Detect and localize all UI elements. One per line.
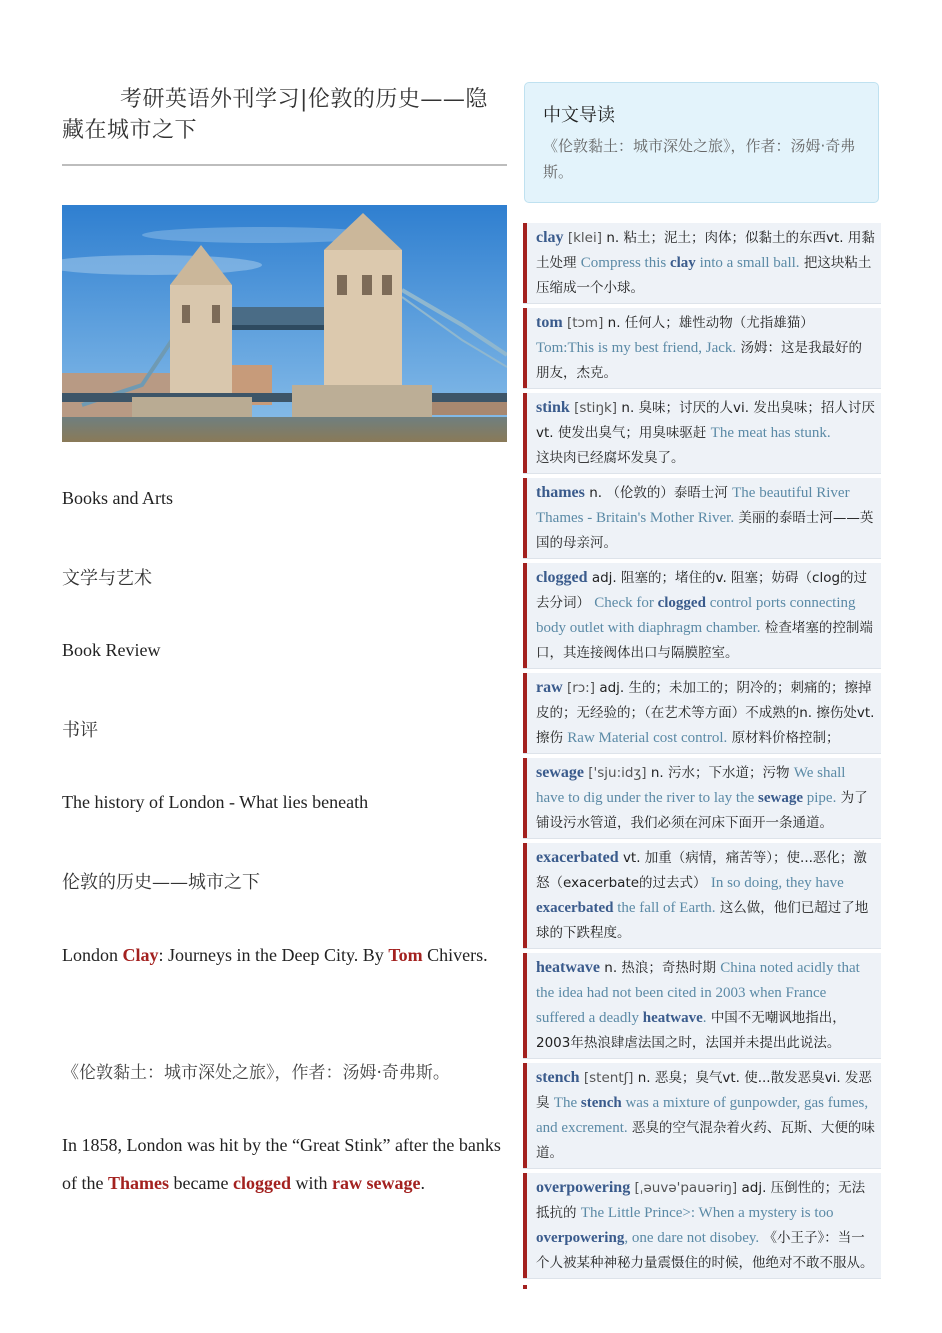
card-list-end-marker [523,1285,527,1289]
category-label-en: Book Review [62,640,161,660]
paragraph-1: In 1858, London was hit by the “Great Stink” after the banks of the Thames became clogged with raw sewage. [62,1135,501,1193]
vocab-word: sewage [536,764,584,781]
keyword-thames: Thames [107,1173,169,1193]
vocab-card: tom [tɔm] n. 任何人；雄性动物（尤指雄猫） Tom:This is my best friend, Jack. 汤姆：这是我最好的朋友，杰克。 [523,308,881,388]
section-label-zh: 文学与艺术 [62,568,152,589]
vocab-word: thames [536,484,585,501]
vocab-card: overpowering [ˌəuvə'pauəriŋ] adj. 压倒性的；无法抵抗的 The Little Prince>: When a mystery is too overpowering, one dare not disobey. 《小王子》：当一个人被某种神秘力量震慑住的时候，他绝对不敢不服从。 [523,1173,881,1278]
section-label-en: Books and Arts [62,488,174,508]
category-label-zh: 书评 [62,720,98,741]
vocab-word: raw [536,679,563,696]
keyword-raw-sewage: raw sewage [331,1173,421,1193]
vocab-word: clogged [536,569,588,586]
vocabulary-list [523,223,881,1283]
vocab-card: heatwave n. 热浪；奇热时期 China noted acidly that the idea had not been cited in 2003 when France suffered a deadly heatwave. 中国不无嘲讽地指出，2003年热浪肆虐法国之时，法国并未提出此说法。 [523,953,881,1058]
page-title: 考研英语外刊学习|伦敦的历史——隐藏在城市之下 [62,87,488,143]
vocab-word: stench [536,1069,580,1086]
book-citation: London Clay: Journeys in the Deep City. By Tom Chivers. [62,945,488,965]
keyword-clay: Clay [122,945,159,965]
guide-heading: 中文导读 [543,105,615,126]
vocab-word: overpowering [536,1179,631,1196]
keyword-clogged: clogged [232,1173,291,1193]
vocab-word: exacerbated [536,849,619,866]
title-divider [62,164,507,166]
tower-bridge-image [62,205,507,442]
vocab-word: stink [536,399,570,416]
vocab-word: heatwave [536,959,600,976]
book-citation-zh: 《伦敦黏土：城市深处之旅》，作者：汤姆·奇弗斯。 [62,1063,450,1083]
headline-zh: 伦敦的历史——城市之下 [62,872,260,893]
keyword-tom: Tom [388,945,423,965]
vocab-card: sewage ['sju:idʒ] n. 污水；下水道；污物 We shall have to dig under the river to lay the sewage pipe. 为了铺设污水管道，我们必须在河床下面开一条通道。 [523,758,881,838]
vocab-card: stink [stiŋk] n. 臭味；讨厌的人vi. 发出臭味；招人讨厌vt. 使发出臭气；用臭味驱赶 The meat has stunk. 这块肉已经腐坏发臭了。 [523,393,881,473]
vocab-word: tom [536,314,563,331]
vocab-card: thames n. （伦敦的）泰晤士河 The beautiful River Thames - Britain's Mother River. 美丽的泰晤士河——英国的母亲河。 [523,478,881,558]
vocab-card: stench [stentʃ] n. 恶臭；臭气vt. 使...散发恶臭vi. 发恶臭 The stench was a mixture of gunpowder, gas fumes, and excrement. 恶臭的空气混杂着火药、瓦斯、大便的味道。 [523,1063,881,1168]
guide-text: 《伦敦黏土：城市深处之旅》，作者：汤姆·奇弗斯。 [543,137,856,181]
vocab-card: raw [rɔ:] adj. 生的；未加工的；阴冷的；刺痛的；擦掉皮的；无经验的；（在艺术等方面）不成熟的n. 擦伤处vt. 擦伤 Raw Material cost control. 原材料价格控制； [523,673,881,753]
vocab-card: clay [klei] n. 粘土；泥土；肉体；似黏土的东西vt. 用黏土处理 Compress this clay into a small ball. 把这块粘土压缩成一个小球。 [523,223,881,303]
chinese-guide-box [524,82,879,203]
headline-en: The history of London - What lies beneath [62,792,369,812]
vocab-card: clogged adj. 阻塞的；堵住的v. 阻塞；妨碍（clog的过去分词） Check for clogged control ports connecting body outlet with diaphragm chamber. 检查堵塞的控制端口，其连接阀体出口与隔膜腔室。 [523,563,881,668]
vocab-card: exacerbated vt. 加重（病情，痛苦等）；使...恶化；激怒（exacerbate的过去式） In so doing, they have exacerbated the fall of Earth. 这么做，他们已超过了地球的下跌程度。 [523,843,881,948]
vocab-word: clay [536,229,564,246]
